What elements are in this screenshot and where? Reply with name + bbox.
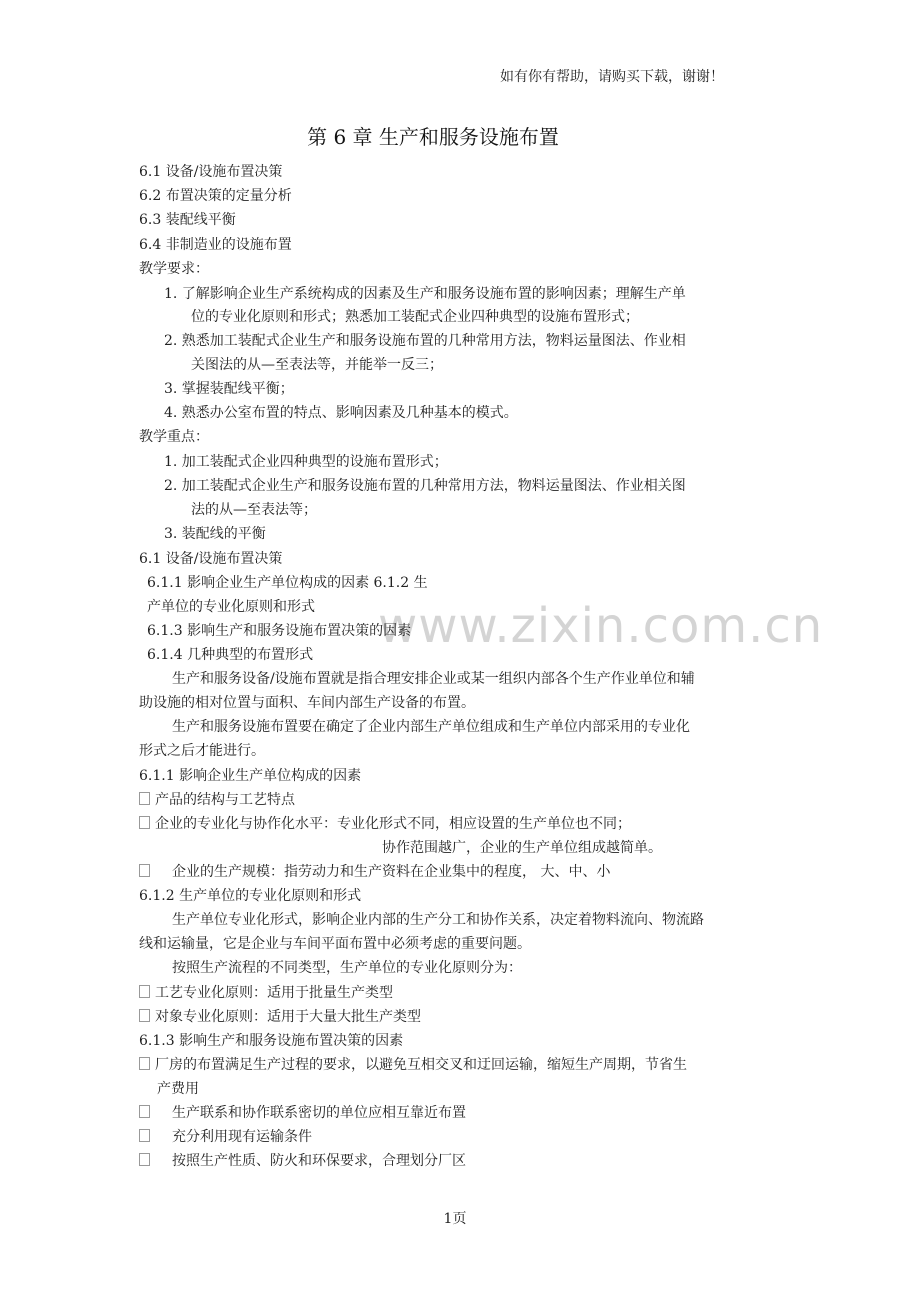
text-line-b-9 (139, 1150, 466, 1170)
text-line-content: 生产和服务设备/设施布置就是指合理安排企业或某一组织内部各个生产作业单位和辅 (172, 671, 695, 687)
text-line-content: 法的从—至表法等； (191, 502, 317, 518)
text-line-key-1 (164, 451, 448, 471)
text-line-sub-614 (147, 644, 313, 664)
text-line-para-2a (172, 716, 690, 736)
bullet-box-icon (139, 792, 150, 805)
text-line-req-2b (191, 354, 443, 374)
watermark: www.zixin.com.cn (378, 598, 824, 654)
text-line-content: 3. 掌握装配线平衡； (164, 381, 294, 397)
bullet-box-icon (139, 1009, 150, 1022)
text-line-content: 生产单位专业化形式，影响企业内部的生产分工和协作关系，决定着物料流向、物流路 (172, 912, 704, 928)
text-line-key-heading (139, 426, 209, 446)
text-line-b-6-cont (157, 1078, 199, 1098)
text-line-toc-2 (139, 185, 292, 205)
text-line-h-612 (139, 885, 361, 905)
text-line-para-1b (139, 692, 475, 712)
text-line-sub-613 (147, 620, 411, 640)
text-line-sub-611 (147, 572, 428, 592)
text-line-content: 关图法的从—至表法等，并能举一反三； (191, 357, 443, 373)
text-line-para-2b (139, 740, 265, 760)
text-line-content: 产品的结构与工艺特点 (155, 792, 295, 808)
text-line-content: 厂房的布置满足生产过程的要求，以避免互相交叉和迂回运输，缩短生产周期，节省生 (155, 1057, 687, 1073)
text-line-content: 生产联系和协作联系密切的单位应相互靠近布置 (172, 1105, 466, 1121)
page-number: 1页 (443, 1211, 467, 1227)
text-line-toc-4 (139, 234, 292, 254)
text-line-para-3a (172, 909, 704, 929)
text-line-content: 1. 加工装配式企业四种典型的设施布置形式； (164, 454, 448, 470)
text-line-content: 6.3 装配线平衡 (139, 212, 236, 228)
text-line-b-7 (139, 1102, 466, 1122)
text-line-content: 6.1.3 影响生产和服务设施布置决策的因素 (147, 623, 412, 639)
bullet-box-icon (139, 1153, 150, 1166)
text-line-content: 2. 熟悉加工装配式企业生产和服务设施布置的几种常用方法，物料运量图法、作业相 (164, 333, 686, 349)
text-line-content: 6.1.2 生产单位的专业化原则和形式 (139, 888, 362, 904)
text-line-b-5 (139, 1006, 421, 1026)
header-note: 如有你有帮助，请购买下载，谢谢！ (500, 69, 724, 85)
text-line-content: 6.1 设备/设施布置决策 (139, 551, 283, 567)
text-line-h-613 (139, 1030, 403, 1050)
text-line-content: 位的专业化原则和形式；熟悉加工装配式企业四种典型的设施布置形式； (191, 309, 639, 325)
text-line-key-2b (191, 499, 317, 519)
text-line-sec-61 (139, 548, 282, 568)
bullet-box-icon (139, 1105, 150, 1118)
text-line-para-1a (172, 668, 695, 688)
bullet-box-icon (139, 864, 150, 877)
text-line-content: 6.1.4 几种典型的布置形式 (147, 647, 314, 663)
text-line-b-3 (139, 861, 610, 881)
text-line-content: 6.1.1 影响企业生产单位构成的因素 (139, 768, 362, 784)
text-line-para-4 (172, 957, 522, 977)
text-line-content: 按照生产性质、防火和环保要求，合理划分厂区 (172, 1153, 466, 1169)
text-line-req-2a (164, 330, 686, 350)
text-line-content: 6.2 布置决策的定量分析 (139, 188, 292, 204)
text-line-b-2 (139, 813, 631, 833)
text-line-content: 助设施的相对位置与面积、车间内部生产设备的布置。 (139, 695, 475, 711)
bullet-box-icon (139, 816, 150, 829)
text-line-content: 6.1.1 影响企业生产单位构成的因素 6.1.2 生 (147, 575, 428, 591)
text-line-req-4 (164, 402, 518, 422)
bullet-box-icon (139, 985, 150, 998)
text-line-content: 教学要求： (139, 261, 209, 277)
text-line-content: 6.4 非制造业的设施布置 (139, 237, 292, 253)
text-line-content: 企业的专业化与协作化水平：专业化形式不同，相应设置的生产单位也不同； (155, 816, 631, 832)
text-line-b-2-cont (382, 837, 662, 857)
text-line-content: 教学重点： (139, 429, 209, 445)
text-line-toc-3 (139, 209, 236, 229)
text-line-b-1 (139, 789, 295, 809)
text-line-req-heading (139, 258, 209, 278)
text-line-content: 6.1.3 影响生产和服务设施布置决策的因素 (139, 1033, 404, 1049)
text-line-content: 3. 装配线的平衡 (164, 526, 266, 542)
text-line-content: 对象专业化原则：适用于大量大批生产类型 (155, 1009, 421, 1025)
text-line-content: 按照生产流程的不同类型，生产单位的专业化原则分为： (172, 960, 522, 976)
text-line-content: 形式之后才能进行。 (139, 743, 265, 759)
text-line-key-3 (164, 523, 266, 543)
text-line-b-6 (139, 1054, 687, 1074)
text-line-sub-612-cont (147, 596, 315, 616)
bullet-box-icon (139, 1129, 150, 1142)
chapter-title: 第 6 章 生产和服务设施布置 (307, 125, 559, 149)
text-line-content: 生产和服务设施布置要在确定了企业内部生产单位组成和生产单位内部采用的专业化 (172, 719, 690, 735)
text-line-content: 产单位的专业化原则和形式 (147, 599, 315, 615)
text-line-h-611 (139, 765, 361, 785)
text-line-content: 线和运输量，它是企业与车间平面布置中必须考虑的重要问题。 (139, 936, 531, 952)
text-line-key-2a (164, 475, 686, 495)
text-line-b-8 (139, 1126, 312, 1146)
text-line-req-3 (164, 378, 294, 398)
text-line-content: 协作范围越广，企业的生产单位组成越简单。 (382, 840, 662, 856)
text-line-content: 4. 熟悉办公室布置的特点、影响因素及几种基本的模式。 (164, 405, 518, 421)
text-line-para-3b (139, 933, 531, 953)
text-line-content: 充分利用现有运输条件 (172, 1129, 312, 1145)
text-line-content: 产费用 (157, 1081, 199, 1097)
text-line-content: 6.1 设备/设施布置决策 (139, 164, 283, 180)
text-line-content: 企业的生产规模：指劳动力和生产资料在企业集中的程度， 大、中、小 (172, 864, 611, 880)
text-line-content: 1. 了解影响企业生产系统构成的因素及生产和服务设施布置的影响因素；理解生产单 (164, 286, 686, 302)
text-line-b-4 (139, 982, 393, 1002)
text-line-toc-1 (139, 161, 282, 181)
bullet-box-icon (139, 1057, 150, 1070)
text-line-content: 2. 加工装配式企业生产和服务设施布置的几种常用方法，物料运量图法、作业相关图 (164, 478, 686, 494)
text-line-content: 工艺专业化原则：适用于批量生产类型 (155, 985, 393, 1001)
text-line-req-1a (164, 283, 686, 303)
text-line-req-1b (191, 306, 639, 326)
